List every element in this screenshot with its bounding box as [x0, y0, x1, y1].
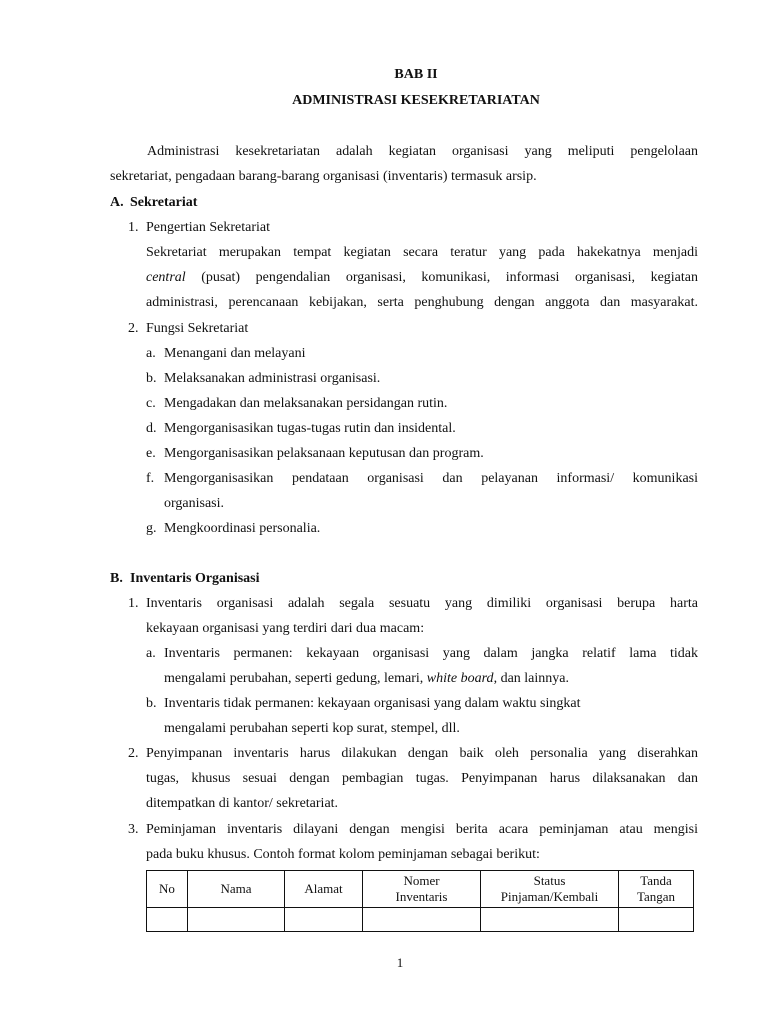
- intro-line-1: Administrasi kesekretariatan adalah kegiatan organisasi yang meliputi pengelolaan: [147, 144, 698, 159]
- header-alamat: Alamat: [285, 871, 363, 908]
- section-b-letter: B.: [110, 571, 123, 586]
- header-no: No: [147, 871, 188, 908]
- sekretariat-definition: [146, 240, 698, 315]
- section-b-title: Inventaris Organisasi: [130, 571, 260, 586]
- table-cell: [363, 908, 481, 932]
- definition-line-2: central (pusat) pengendalian organisasi, komunikasi, informasi organisasi, kegiatan: [146, 270, 698, 285]
- table-cell: [188, 908, 285, 932]
- header-status: Status Pinjaman/Kembali: [481, 871, 619, 908]
- definition-italic-term: central: [146, 270, 186, 285]
- section-b-heading: [110, 566, 260, 591]
- chapter-heading: ADMINISTRASI KESEKRETARIATAN: [292, 93, 540, 108]
- page-number: 1: [396, 955, 404, 970]
- header-nama: Nama: [188, 871, 285, 908]
- intro-paragraph: [110, 139, 698, 189]
- table-cell: [285, 908, 363, 932]
- intro-line-2: sekretariat, pengadaan barang-barang organisasi (inventaris) termasuk arsip.: [110, 169, 537, 184]
- item-title: Pengertian Sekretariat: [146, 220, 271, 235]
- chapter-label: BAB II: [394, 67, 438, 82]
- section-a-heading: [110, 190, 197, 215]
- header-nomer-inventaris: Nomer Inventaris: [363, 871, 481, 908]
- section-a-letter: A.: [110, 195, 124, 210]
- loan-format-table: [146, 870, 694, 932]
- item-number: 2.: [128, 321, 139, 336]
- table-header-row: [147, 871, 694, 908]
- header-tanda-tangan: Tanda Tangan: [619, 871, 694, 908]
- definition-line-3: administrasi, perencanaan kebijakan, serta penghubung dengan anggota dan masyarakat.: [146, 295, 698, 310]
- document-page: BAB II ADMINISTRASI KESEKRETARIATAN Administrasi kesekretariatan adalah kegiatan organisasi yang meliputi pengelolaan sekretariat, pengadaan barang-barang organisasi (inventaris) termasuk arsip. A. Sekretariat 1. Pengertian Sekretariat Sekretariat merupakan tempat kegiatan secara teratur yang pada hakekatnya menjadi central (pusat) pengendalian organisasi, komunikasi, informasi organisasi, kegiatan administrasi, perencanaan kebijakan, serta penghubung dengan anggota dan masyarakat. 2. Fungsi Sekretariat a. Menangani dan melayani b. Melaksanakan administrasi organisasi. c. Mengadakan dan melaksanakan persidangan rutin. d. Mengorganisasikan tugas-tugas rutin dan insidental. e. Mengorganisasikan pelaksanaan keputusan dan program. f. Mengorganisasikan pendataan organisasi dan pelayanan informasi/ komunikasi organisasi. g. Mengkoordinasi personalia. B. Inventaris Organisasi 1. Inventaris organisasi adalah segala sesuatu yang dimiliki organisasi berupa harta kekayaan organisasi yang terdiri dari dua macam: a. Inventaris permanen: kekayaan organisasi yang dalam jangka relatif lama tidak mengalami perubahan, seperti gedung, lemari, white board, dan lainnya. b. Inventaris tidak permanen: kekayaan organisasi yang dalam waktu singkat mengalami perubahan seperti kop surat, stempel, dll. 2. Penyimpanan inventaris harus dilakukan dengan baik oleh personalia yang diserahkan tugas, khusus sesuai dengan pembagian tugas. Penyimpanan harus dilaksanakan dan ditempatkan di kantor/ sekretariat. 3. Peminjaman inventaris dilayani dengan mengisi berita acara peminjaman atau mengisi pada buku khusus. Contoh format kolom peminjaman sebagai berikut: No Nama Alamat Nomer Inventaris Status Pinjaman/Kembali Tanda Tangan 1: [0, 0, 768, 1024]
- definition-line-1: Sekretariat merupakan tempat kegiatan secara teratur yang pada hakekatnya menjadi: [146, 245, 698, 260]
- table-cell: [147, 908, 188, 932]
- table-row: [147, 908, 694, 932]
- section-a-title: Sekretariat: [130, 195, 198, 210]
- item-number: 1.: [128, 220, 139, 235]
- item-title: Fungsi Sekretariat: [146, 321, 249, 336]
- table-cell: [619, 908, 694, 932]
- table-cell: [481, 908, 619, 932]
